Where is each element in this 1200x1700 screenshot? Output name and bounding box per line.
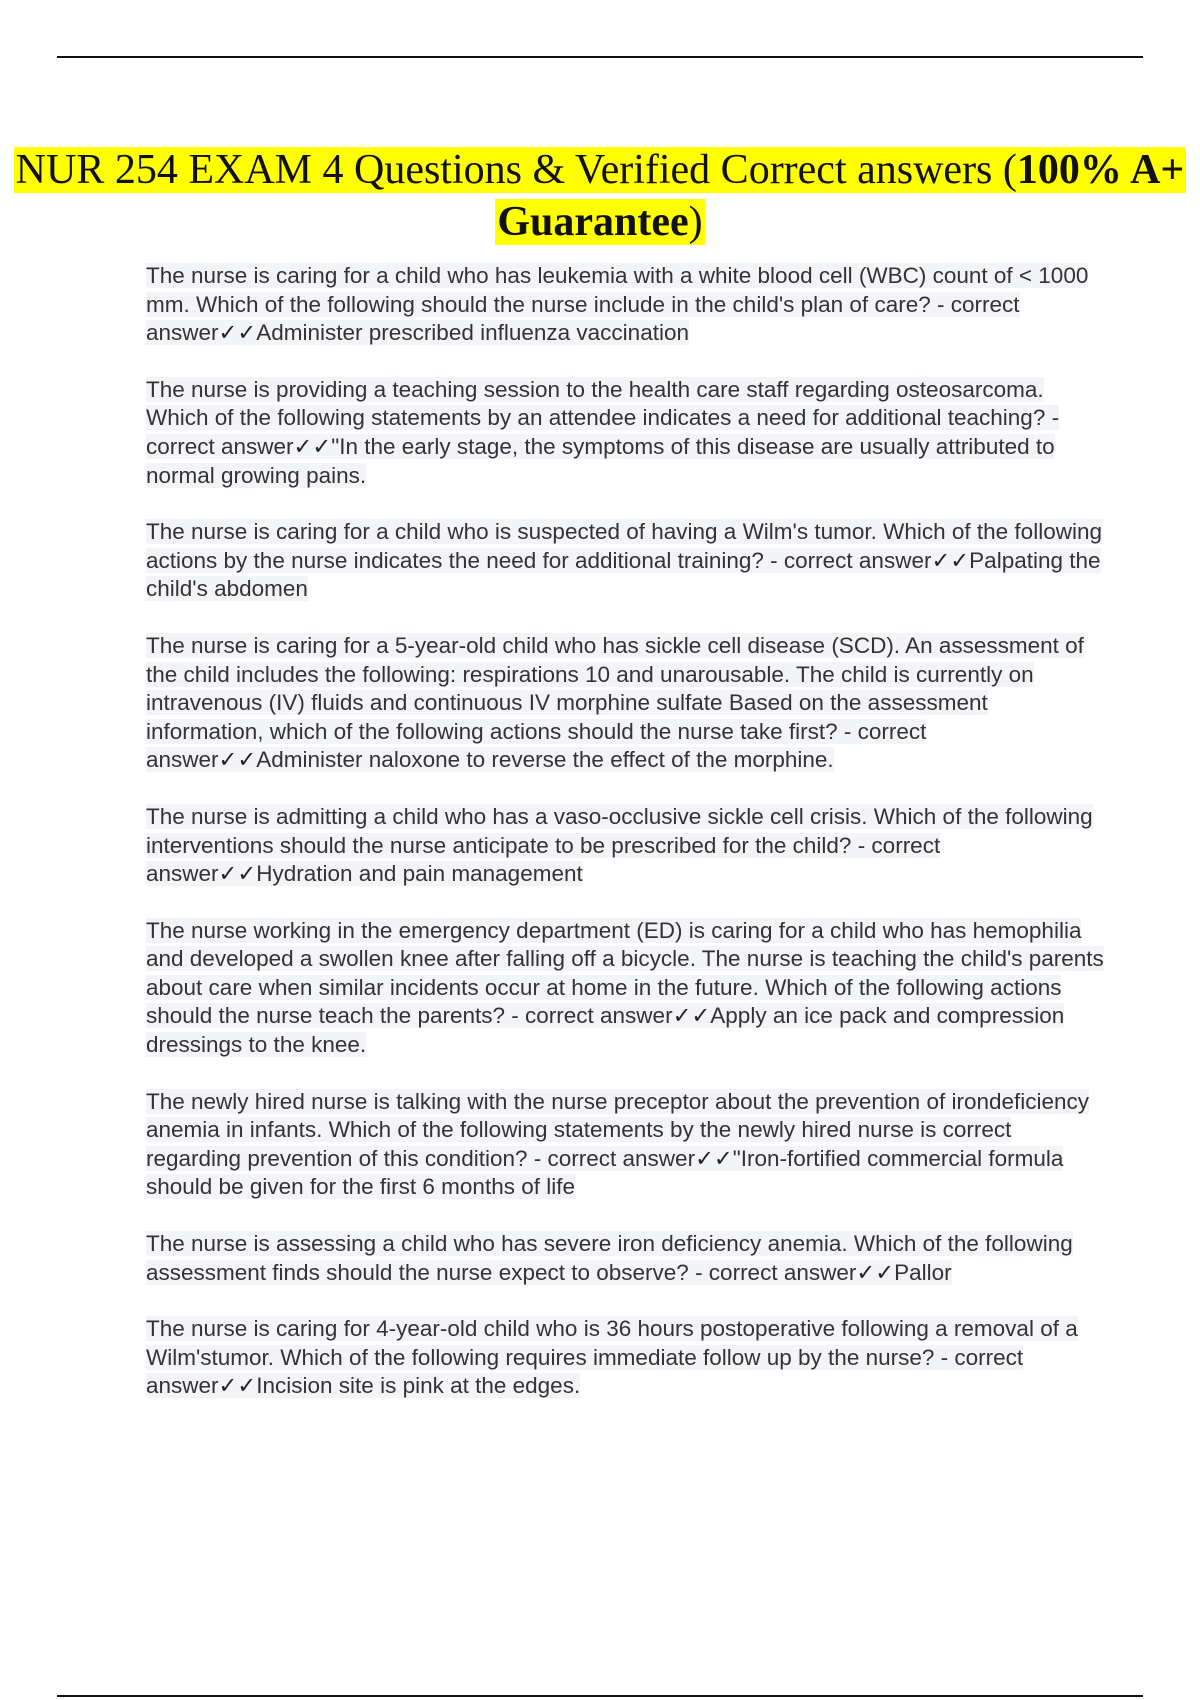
- question-text: The nurse is caring for a child who is suspected of having a Wilm's tumor. Which of the following actions by the nurse indicates the need for additional training?: [146, 519, 1102, 573]
- question-text: The nurse is caring for 4-year-old child who is 36 hours postoperative following a removal of a Wilm'stumor. Which of the following requires immediate follow up by the nurse?: [146, 1316, 1078, 1370]
- answer-separator: - correct answer: [146, 832, 941, 887]
- qa-item: [146, 1088, 1106, 1202]
- answer-separator: - correct answer: [146, 405, 1060, 459]
- document-title: [0, 144, 1200, 248]
- bottom-rule: [57, 1695, 1143, 1697]
- qa-item: [146, 632, 1106, 775]
- qa-item: [146, 376, 1106, 490]
- checkmark-icon: ✓✓: [218, 861, 257, 887]
- answer-text: "In the early stage, the symptoms of this disease are usually attributed to normal growing pains.: [146, 433, 1055, 488]
- answer-separator: - correct answer: [146, 1344, 1024, 1399]
- qa-item: [146, 262, 1106, 348]
- answer-text: Hydration and pain management: [256, 861, 583, 887]
- answer-text: Administer prescribed influenza vaccination: [256, 320, 689, 346]
- checkmark-icon: ✓✓: [672, 1003, 711, 1029]
- question-text: The nurse is caring for a child who has leukemia with a white blood cell (WBC) count of < 1000 mm. Which of the following should the nurse include in the child's plan of care?: [146, 263, 1089, 317]
- question-text: The nurse is providing a teaching session to the health care staff regarding osteosarcoma. Which of the following statements by an attendee indicates a need for additional teaching?: [146, 376, 1046, 431]
- checkmark-icon: ✓✓: [856, 1259, 895, 1285]
- answer-text: "Iron-fortified commercial formula should be given for the first 6 months of life: [146, 1145, 1064, 1200]
- question-text: The nurse is admitting a child who has a vaso-occlusive sickle cell crisis. Which of the following interventions should the nurse anticipate to be prescribed for the child?: [146, 803, 1093, 858]
- qa-item: [146, 1315, 1106, 1401]
- answer-text: Pallor: [894, 1259, 952, 1285]
- qa-item: [146, 917, 1106, 1060]
- answer-separator: - correct answer: [763, 547, 932, 573]
- answer-text: Apply an ice pack and compression dressings to the knee.: [146, 1003, 1065, 1058]
- answer-separator: - correct answer: [146, 718, 927, 773]
- checkmark-icon: ✓✓: [695, 1145, 733, 1171]
- answer-separator: - correct answer: [505, 1003, 673, 1029]
- title-highlight: [14, 147, 1187, 245]
- answer-text: Incision site is pink at the edges.: [256, 1373, 581, 1399]
- title-guarantee: 100% A+ Guarantee: [497, 147, 1185, 245]
- qa-item: [146, 518, 1106, 604]
- qa-item: [146, 1230, 1106, 1287]
- answer-separator: - correct answer: [527, 1145, 696, 1171]
- top-rule: [57, 56, 1143, 58]
- question-text: The nurse is caring for a 5-year-old child who has sickle cell disease (SCD). An assessment of the child includes the following: respirations 10 and unarousable. The child is currently on intravenous (IV) fluids and continuous IV morphine sulfate Based on the assessment information, which of the following actions should the nurse take first?: [146, 632, 1084, 744]
- checkmark-icon: ✓✓: [218, 1373, 257, 1399]
- qa-item: [146, 803, 1106, 889]
- title-closing: ): [688, 199, 703, 245]
- answer-text: Administer naloxone to reverse the effect of the morphine.: [256, 747, 834, 773]
- question-text: The newly hired nurse is talking with the nurse preceptor about the prevention of irondeficiency anemia in infants. Which of the following statements by the newly hired nurse is correct regarding prevention of this condition?: [146, 1088, 1090, 1171]
- answer-separator: - correct answer: [688, 1259, 857, 1285]
- answer-text: Palpating the child's abdomen: [146, 547, 1101, 602]
- checkmark-icon: ✓✓: [218, 747, 257, 773]
- checkmark-icon: ✓✓: [218, 320, 257, 346]
- answer-separator: - correct answer: [146, 291, 1020, 346]
- checkmark-icon: ✓✓: [293, 433, 332, 459]
- qa-list: [146, 262, 1106, 1429]
- question-text: The nurse is assessing a child who has severe iron deficiency anemia. Which of the following assessment finds should the nurse expect to observe?: [146, 1231, 1073, 1285]
- checkmark-icon: ✓✓: [931, 547, 970, 573]
- question-text: The nurse working in the emergency department (ED) is caring for a child who has hemophilia and developed a swollen knee after falling off a bicycle. The nurse is teaching the child's parents about care when similar incidents occur at home in the future. Which of the following actions should the nurse teach the parents?: [146, 917, 1104, 1029]
- title-text: NUR 254 EXAM 4 Questions & Verified Correct answers (: [15, 147, 1017, 193]
